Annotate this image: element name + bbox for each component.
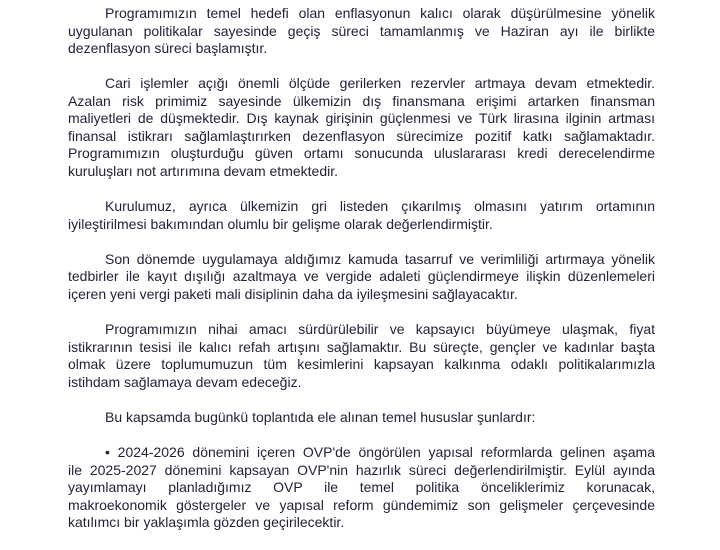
paragraph-line: olmak üzere toplumumuzun tüm kesimlerini kapsayan kalkınma odaklı politikalarımızla xyxy=(68,356,655,373)
paragraph-line: dezenflasyon süreci başlamıştır. xyxy=(68,40,268,56)
paragraph xyxy=(68,75,655,180)
paragraph xyxy=(68,321,655,391)
paragraph xyxy=(68,444,655,532)
paragraph-line: • 2024-2026 dönemini içeren OVP'de öngörülen yapısal reformlarda gelinen aşama xyxy=(105,444,655,461)
paragraph xyxy=(68,251,655,304)
paragraph-line: finansal istikrarı sağlamlaştırırken dezenflasyon sürecimize pozitif katkı sağlamaktadır. xyxy=(68,127,655,144)
paragraph-line: içeren yeni vergi paketi mali disiplinin daha da iyileşmesini sağlayacaktır. xyxy=(68,285,518,302)
paragraph xyxy=(68,198,655,233)
paragraph-line: iyileştirilmesi bakımından olumlu bir gelişme olarak değerlendirmiştir. xyxy=(68,215,493,232)
paragraph-line: maliyetleri de düşmektedir. Dış kaynak girişinin güçlenmesi ve Türk lirasına ilginin artması xyxy=(68,110,655,127)
paragraph-line: istihdam sağlamaya devam edeceğiz. xyxy=(68,373,302,390)
paragraph-line: uygulanan politikalar sayesinde geçiş süreci tamamlanmış ve Haziran ayı ile birlikte xyxy=(68,22,655,39)
paragraph-line: Programımızın oluşturduğu güven ortamı sonucunda uluslararası kredi derecelendirme xyxy=(68,145,655,162)
paragraph-line: Bu kapsamda bugünkü toplantıda ele alınan temel hususlar şunlardır: xyxy=(105,408,536,425)
paragraph-line: Azalan risk primimiz sayesinde ülkemizin dış finansmana erişimi artarken finansman xyxy=(68,92,655,109)
paragraph xyxy=(68,409,655,427)
paragraph-line: Programımızın nihai amacı sürdürülebilir ve kapsayıcı büyümeye ulaşmak, fiyat xyxy=(105,321,655,338)
paragraph-line: Programımızın temel hedefi olan enflasyonun kalıcı olarak düşürülmesine yönelik xyxy=(105,5,655,21)
paragraph-line: Kurulumuz, ayrıca ülkemizin gri listeden çıkarılmış olmasını yatırım ortamının xyxy=(105,198,655,215)
paragraph-line: ile 2025-2027 dönemini kapsayan OVP'nin hazırlık süreci değerlendirilmiştir. Eylül ayında xyxy=(68,461,655,478)
paragraph-line: tedbirler ile kayıt dışılığı azaltmaya ve vergide adaleti güçlendirmeye ilişkin düzenlemeleri xyxy=(68,268,655,285)
paragraph-line: makroekonomik göstergeler ve yapısal reform gündemimiz son gelişmeler çerçevesinde xyxy=(68,496,655,513)
paragraph-line: kuruluşları not artırımına devam etmektedir. xyxy=(68,162,338,179)
paragraph-line: Cari işlemler açığı önemli ölçüde gerilerken rezervler artmaya devam etmektedir. xyxy=(105,75,655,92)
document-body xyxy=(68,5,655,550)
paragraph-line: istikrarının tesisi ile kalıcı refah artışını sağlamaktır. Bu süreçte, gençler ve kadınlar başta xyxy=(68,338,655,355)
paragraph-line: Son dönemde uygulamaya aldığımız kamuda tasarruf ve verimliliği artırmaya yönelik xyxy=(105,250,655,267)
paragraph-line: katılımcı bir yaklaşımla gözden geçirilecektir. xyxy=(68,514,345,531)
paragraph xyxy=(68,5,655,58)
paragraph-line: yayımlamayı planladığımız OVP ile temel politika önceliklerimiz korunacak, xyxy=(68,479,655,496)
